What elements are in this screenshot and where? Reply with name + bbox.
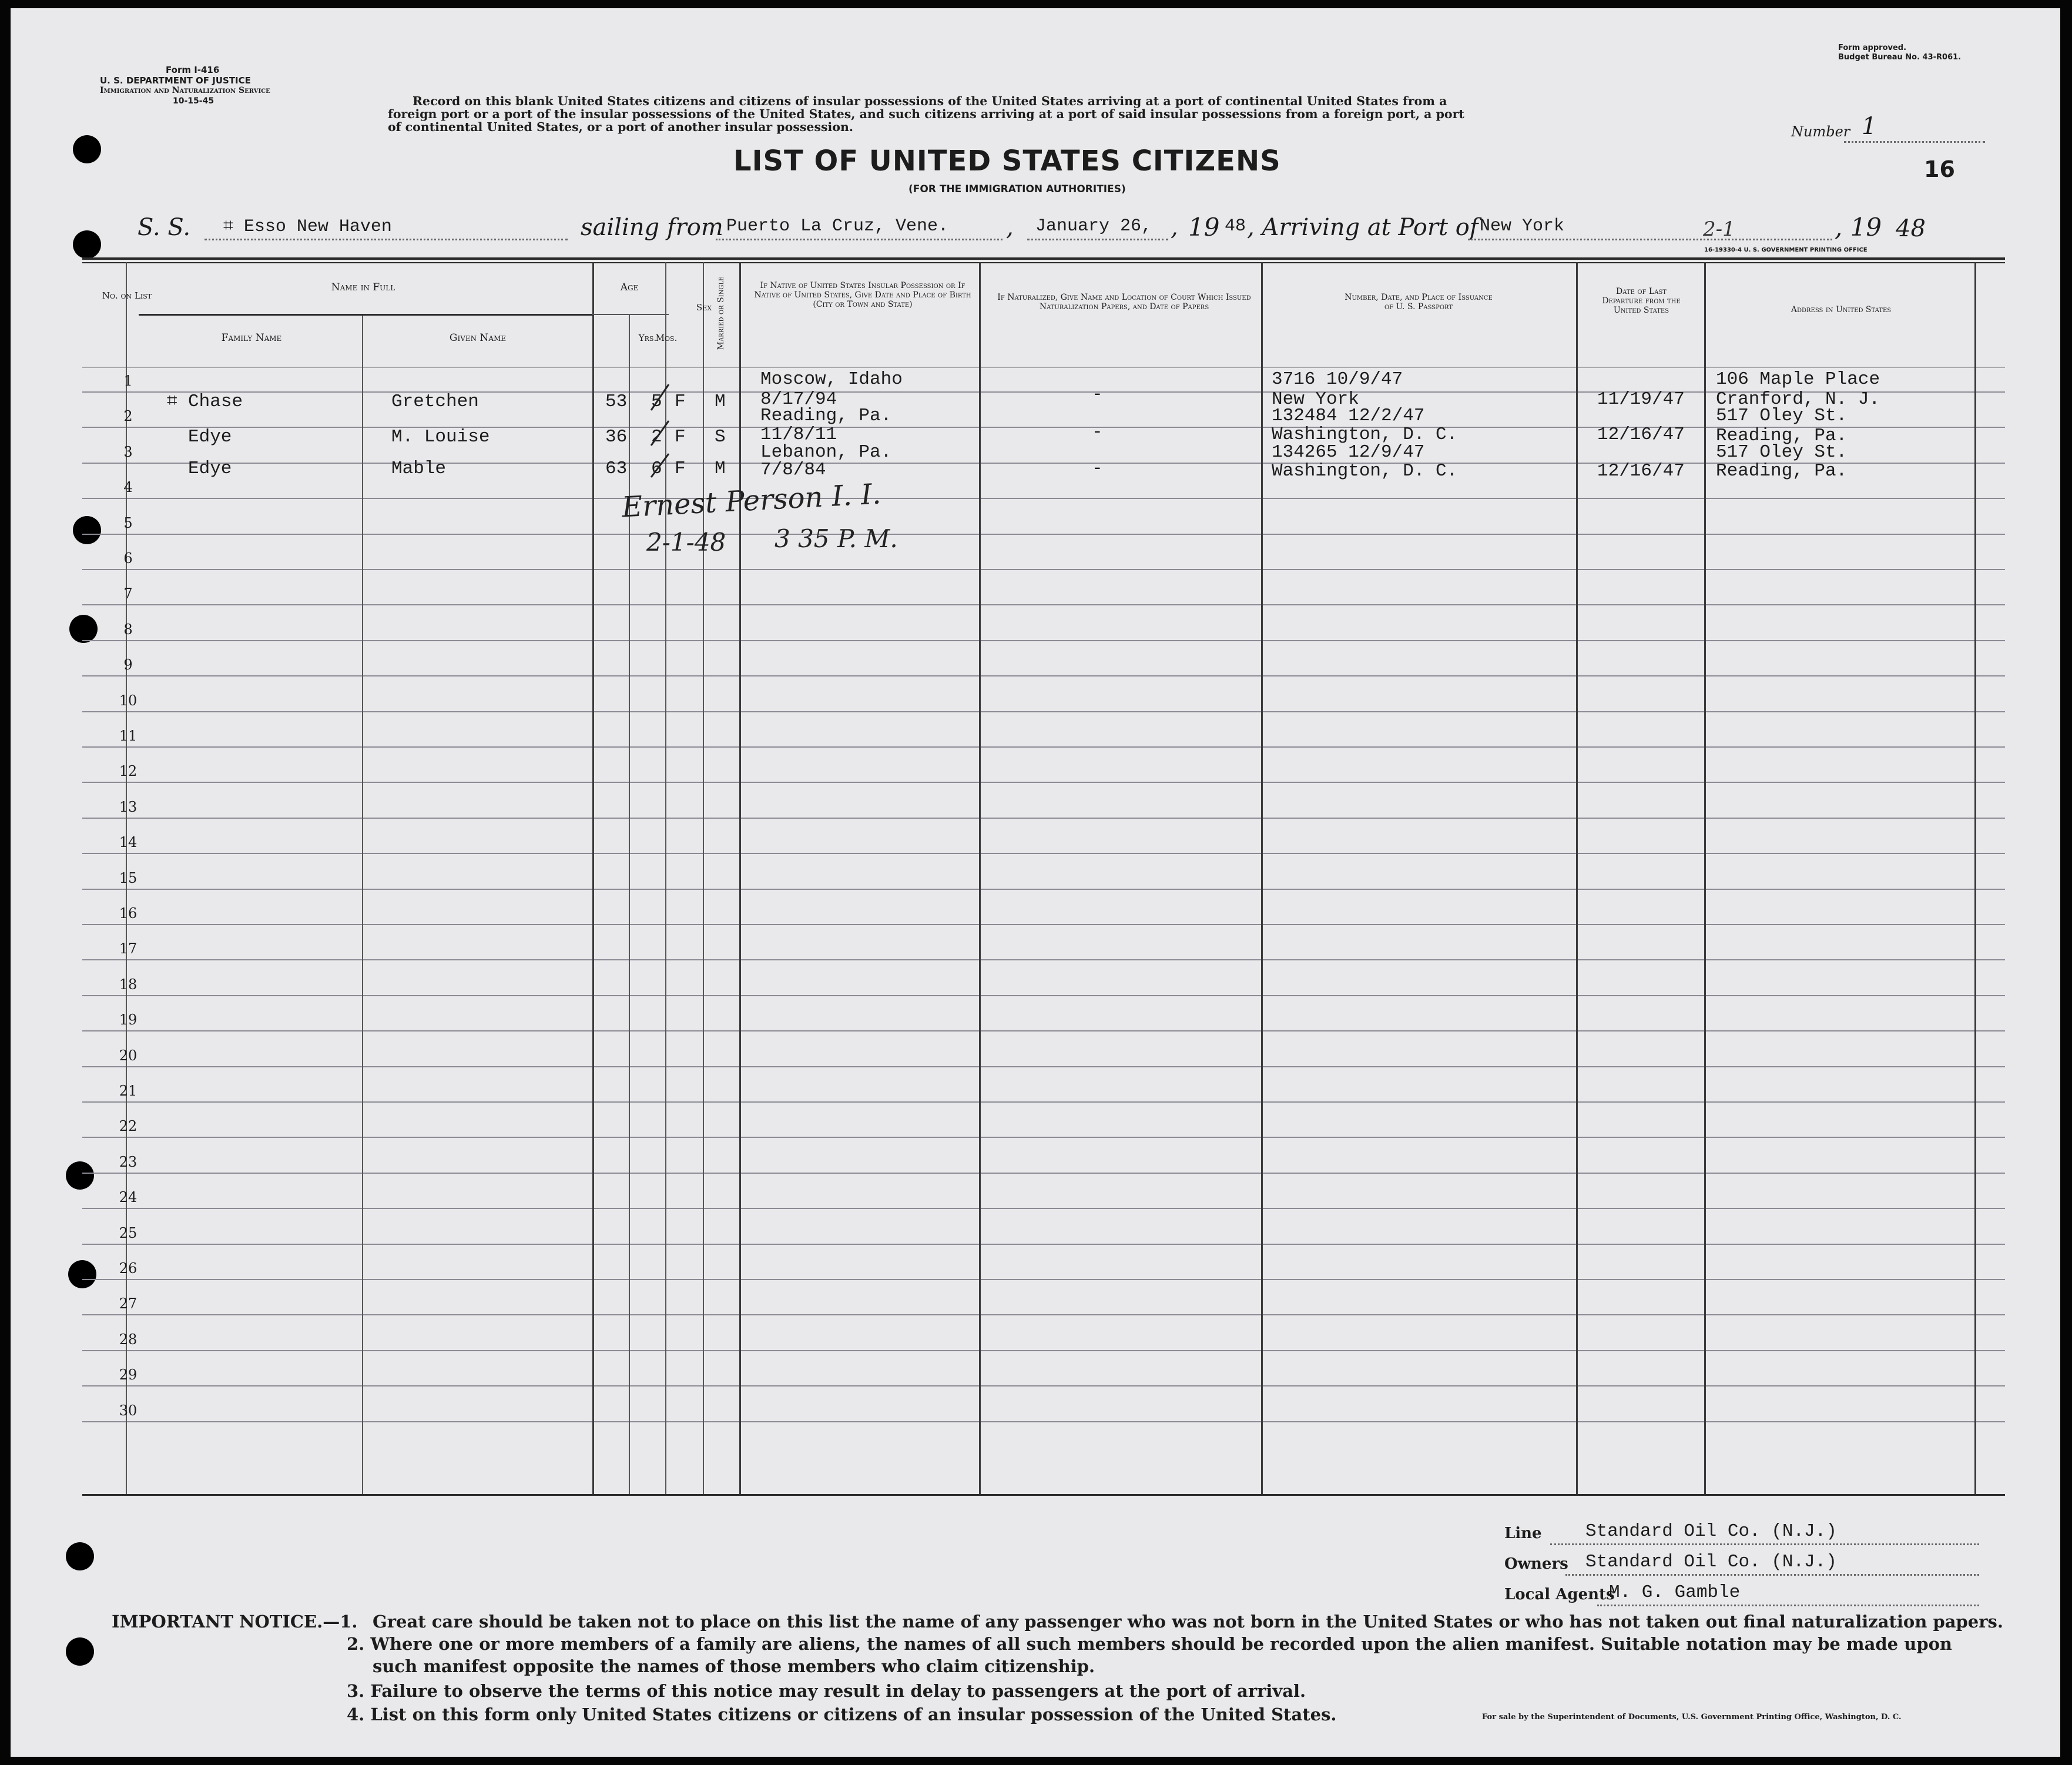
row-line <box>82 1350 2005 1351</box>
punch-hole <box>73 135 101 163</box>
age-years: 53 <box>605 391 628 412</box>
ss-label: S. S. <box>138 214 191 241</box>
row-line <box>82 1173 2005 1174</box>
header-sex: Sex <box>696 302 712 313</box>
page-subtitle: (FOR THE IMMIGRATION AUTHORITIES) <box>908 183 1126 195</box>
row-number: 11 <box>119 728 138 744</box>
birth-place: Reading, Pa. <box>760 406 892 426</box>
punch-hole <box>69 615 98 643</box>
row-number: 22 <box>119 1118 138 1134</box>
header-mos: Mos. <box>655 333 678 343</box>
number-value: 1 <box>1862 113 1877 140</box>
row-line <box>82 1208 2005 1209</box>
row-line <box>82 498 2005 499</box>
row-number: 21 <box>119 1083 138 1099</box>
row-number: 4 <box>123 479 133 495</box>
passport-place: Washington, D. C. <box>1272 424 1458 445</box>
naturalization: - <box>1092 384 1103 405</box>
gpo-mark: 16-19330-4 U. S. GOVERNMENT PRINTING OFFICE <box>1704 247 1868 253</box>
address-city: Cranford, N. J. <box>1716 389 1880 410</box>
header-no-on-list: No. on List <box>102 290 152 301</box>
for-sale-note: For sale by the Superintendent of Documents, U.S. Government Printing Office, Washington, D. C. <box>1482 1713 1902 1722</box>
header-last-departure: Date of Last Departure from the United States <box>1602 287 1681 315</box>
row-line <box>82 995 2005 996</box>
notice-title: IMPORTANT NOTICE.—1. <box>112 1612 358 1632</box>
check-mark <box>651 454 669 477</box>
year2-value: 48 <box>1896 215 1926 242</box>
row-number: 25 <box>119 1225 138 1241</box>
comma-1: , <box>1006 214 1014 241</box>
year-label: 19 <box>1188 213 1220 242</box>
instruction-line: foreign port or a port of the insular possessions of the United States, and such citizens arriving at a port of said insular possessions from a foreign port, a port <box>388 107 1464 121</box>
last-departure: 11/19/47 <box>1597 389 1685 410</box>
table-top-border-2 <box>82 262 2005 263</box>
row-line <box>82 1244 2005 1245</box>
row-number: 29 <box>119 1367 138 1383</box>
approval: Form approved. <box>1838 43 1907 52</box>
punch-hole <box>66 1637 94 1666</box>
row-line <box>82 640 2005 641</box>
last-departure: 12/16/47 <box>1597 424 1685 445</box>
family-name: Edye <box>188 458 232 479</box>
header-naturalized: If Naturalized, Give Name and Location of Court Which Issued Naturalization Papers, and Date of Papers <box>997 293 1251 312</box>
sailing-date: January 26, <box>1035 216 1152 236</box>
row-line <box>82 1066 2005 1067</box>
address-street: 106 Maple Place <box>1716 369 1880 390</box>
row-line <box>82 1421 2005 1422</box>
instruction-line: Record on this blank United States citizens and citizens of insular possessions of the United States arriving at a port of continental United States from a <box>413 94 1447 108</box>
row-number: 27 <box>119 1295 138 1312</box>
row-number: 26 <box>119 1260 138 1277</box>
given-name: Mable <box>391 458 447 479</box>
row-number: 14 <box>119 834 138 850</box>
row-number: 30 <box>119 1402 138 1419</box>
row-line <box>82 818 2005 819</box>
agents-label: Local Agents <box>1504 1586 1615 1603</box>
service: Immigration and Naturalization Service <box>100 86 270 95</box>
agents-underline <box>1597 1605 1979 1606</box>
address-street: 517 Oley St. <box>1716 406 1848 426</box>
row-number: 15 <box>119 870 138 886</box>
sex: F <box>675 427 686 447</box>
instruction-line: of continental United States, or a port of another insular possession. <box>388 120 854 134</box>
table-top-border <box>82 257 2005 260</box>
budget-bureau: Budget Bureau No. 43-R061. <box>1838 53 1962 62</box>
row-number: 12 <box>119 763 138 779</box>
row-line <box>82 1279 2005 1280</box>
row-number: 2 <box>123 408 133 424</box>
row-line <box>82 711 2005 712</box>
col-line <box>592 262 594 1494</box>
form-number: Form I-416 <box>166 65 220 75</box>
sheet-number: 16 <box>1924 156 1955 182</box>
row-number: 16 <box>119 905 138 922</box>
col-line <box>979 262 981 1494</box>
agents-value: M. G. Gamble <box>1609 1582 1741 1603</box>
row-number: 18 <box>119 976 138 993</box>
row-number: 8 <box>123 621 133 638</box>
row-number: 17 <box>119 940 138 957</box>
row-line <box>82 959 2005 960</box>
row-number: 28 <box>119 1331 138 1348</box>
header-married-single: Married or Single <box>716 276 726 350</box>
arrival-date: 2-1 <box>1703 217 1735 241</box>
manifest-page <box>11 8 2060 1757</box>
header-name-in-full: Name in Full <box>331 282 395 293</box>
col-line <box>1261 262 1263 1494</box>
row-line <box>82 1137 2005 1138</box>
vessel-underline <box>204 239 568 240</box>
col-line <box>1576 262 1578 1494</box>
notice-item-3: 3. Failure to observe the terms of this notice may result in delay to passengers at the port of arrival. <box>347 1681 1306 1701</box>
row-line <box>82 675 2005 676</box>
row-number: 3 <box>123 444 133 460</box>
owners-label: Owners <box>1504 1555 1568 1573</box>
sailing-date-underline <box>1027 239 1168 240</box>
col-line <box>739 262 741 1494</box>
inspector-signature: Ernest Person I. I. <box>621 477 882 524</box>
col-line <box>362 315 363 1494</box>
header-bottom <box>82 367 2005 368</box>
given-name: M. Louise <box>391 427 490 447</box>
row-line <box>82 569 2005 570</box>
passport-number: 3716 10/9/47 <box>1272 369 1403 390</box>
marital-status: S <box>715 427 726 447</box>
check-mark <box>651 421 669 446</box>
arrival-port-underline <box>1468 239 1832 240</box>
notice-item-4: 4. List on this form only United States citizens or citizens of an insular possession of the United States. <box>347 1704 1337 1724</box>
owners-value: Standard Oil Co. (N.J.) <box>1585 1552 1837 1572</box>
age-months: 6 <box>651 458 662 479</box>
address-city: Reading, Pa. <box>1716 461 1848 481</box>
col-line <box>1974 262 1976 1494</box>
punch-hole <box>73 230 101 259</box>
row-number: 5 <box>123 515 133 531</box>
arrival-port: New York <box>1480 216 1565 236</box>
row-number: 19 <box>119 1012 138 1028</box>
punch-hole <box>66 1161 94 1190</box>
line-value: Standard Oil Co. (N.J.) <box>1585 1521 1837 1542</box>
passport-place: Washington, D. C. <box>1272 461 1458 481</box>
year-value: 48 <box>1225 216 1246 236</box>
row-number: 24 <box>119 1189 138 1205</box>
row-line <box>82 746 2005 748</box>
col-line <box>703 262 704 1494</box>
header-age: Age <box>620 282 639 293</box>
birth-date: 7/8/84 <box>760 460 826 480</box>
row-line <box>82 604 2005 605</box>
sex: F <box>675 391 686 412</box>
punch-hole <box>68 1260 96 1288</box>
given-name: Gretchen <box>391 391 479 412</box>
birth-place: Lebanon, Pa. <box>760 442 892 463</box>
row-number: 20 <box>119 1047 138 1064</box>
address-street: 517 Oley St. <box>1716 442 1848 463</box>
number-underline <box>1844 141 1985 143</box>
vessel-name: ⌗ Esso New Haven <box>223 217 392 237</box>
row-line <box>82 1314 2005 1315</box>
inspection-date: 2-1-48 <box>646 528 726 557</box>
header-passport: Number, Date, and Place of Issuance of U. S. Passport <box>1345 293 1493 312</box>
row-line <box>82 1385 2005 1386</box>
row-line <box>82 889 2005 890</box>
address-city: Reading, Pa. <box>1716 426 1848 446</box>
row-number: 1 <box>123 373 133 389</box>
header-address: Address in United States <box>1791 305 1892 314</box>
naturalization: - <box>1092 422 1103 443</box>
sex: F <box>675 458 686 479</box>
passport-place: New York <box>1272 389 1359 410</box>
birth-date: 11/8/11 <box>760 424 837 445</box>
form-date: 10-15-45 <box>173 96 214 106</box>
family-name: ⌗ Chase <box>167 391 243 412</box>
notice-item-2-cont: such manifest opposite the names of those members who claim citizenship. <box>373 1656 1095 1676</box>
row-number: 13 <box>119 799 138 815</box>
number-label: Number <box>1791 123 1850 140</box>
punch-hole <box>66 1542 94 1570</box>
line-underline <box>1550 1543 1979 1545</box>
row-line <box>82 1101 2005 1103</box>
name-under-line <box>139 314 594 316</box>
marital-status: M <box>715 458 726 479</box>
row-line <box>82 1030 2005 1031</box>
passport-number: 132484 12/2/47 <box>1272 406 1425 426</box>
age-under-line <box>592 314 669 315</box>
header-given-name: Given Name <box>449 332 507 344</box>
row-line <box>82 853 2005 854</box>
row-number: 10 <box>119 692 138 709</box>
age-years: 63 <box>605 458 628 479</box>
notice-item-1: Great care should be taken not to place on this list the name of any passenger who was not born in the United States or who has not taken out final naturalization papers. <box>373 1612 2003 1632</box>
passport-number: 134265 12/9/47 <box>1272 442 1425 463</box>
punch-hole <box>73 516 101 544</box>
check-mark <box>651 384 669 410</box>
row-line <box>82 782 2005 783</box>
family-name: Edye <box>188 427 232 447</box>
row-line <box>82 924 2005 925</box>
table-bottom-border <box>82 1494 2005 1496</box>
row-number: 7 <box>123 585 133 602</box>
comma-2: , <box>1171 214 1178 241</box>
departure-port-underline <box>716 239 1003 240</box>
row-number: 6 <box>123 550 133 567</box>
header-family-name: Family Name <box>221 332 282 344</box>
department: U. S. DEPARTMENT OF JUSTICE <box>100 75 251 86</box>
age-months: 5 <box>651 391 662 412</box>
header-native: If Native of United States Insular Possession or If Native of United States, Give Date and Place of Birth (City or Town and State) <box>754 281 971 309</box>
departure-port: Puerto La Cruz, Vene. <box>726 216 949 236</box>
owners-underline <box>1565 1574 1979 1576</box>
birth-place: Moscow, Idaho <box>760 369 903 390</box>
col-line <box>1704 262 1706 1494</box>
arriving-label: , Arriving at Port of <box>1247 214 1478 241</box>
page-title: LIST OF UNITED STATES CITIZENS <box>733 145 1281 177</box>
last-departure: 12/16/47 <box>1597 461 1685 481</box>
notice-item-2: 2. Where one or more members of a family are aliens, the names of all such members should be recorded upon the alien manifest. Suitable notation may be made upon <box>347 1634 1953 1654</box>
birth-date: 8/17/94 <box>760 389 837 410</box>
marital-status: M <box>715 391 726 412</box>
naturalization: - <box>1092 458 1103 479</box>
row-number: 9 <box>123 657 133 673</box>
inspection-time: 3 35 P. M. <box>775 524 898 553</box>
year2-label: , 19 <box>1835 213 1882 242</box>
row-number: 23 <box>119 1154 138 1170</box>
line-label: Line <box>1504 1525 1542 1542</box>
age-months: 2 <box>651 427 662 447</box>
check-marks <box>645 379 692 484</box>
age-years: 36 <box>605 427 628 447</box>
row-line <box>82 534 2005 535</box>
header-yrs: Yrs. <box>638 333 657 343</box>
sailing-label: sailing from <box>581 214 723 241</box>
